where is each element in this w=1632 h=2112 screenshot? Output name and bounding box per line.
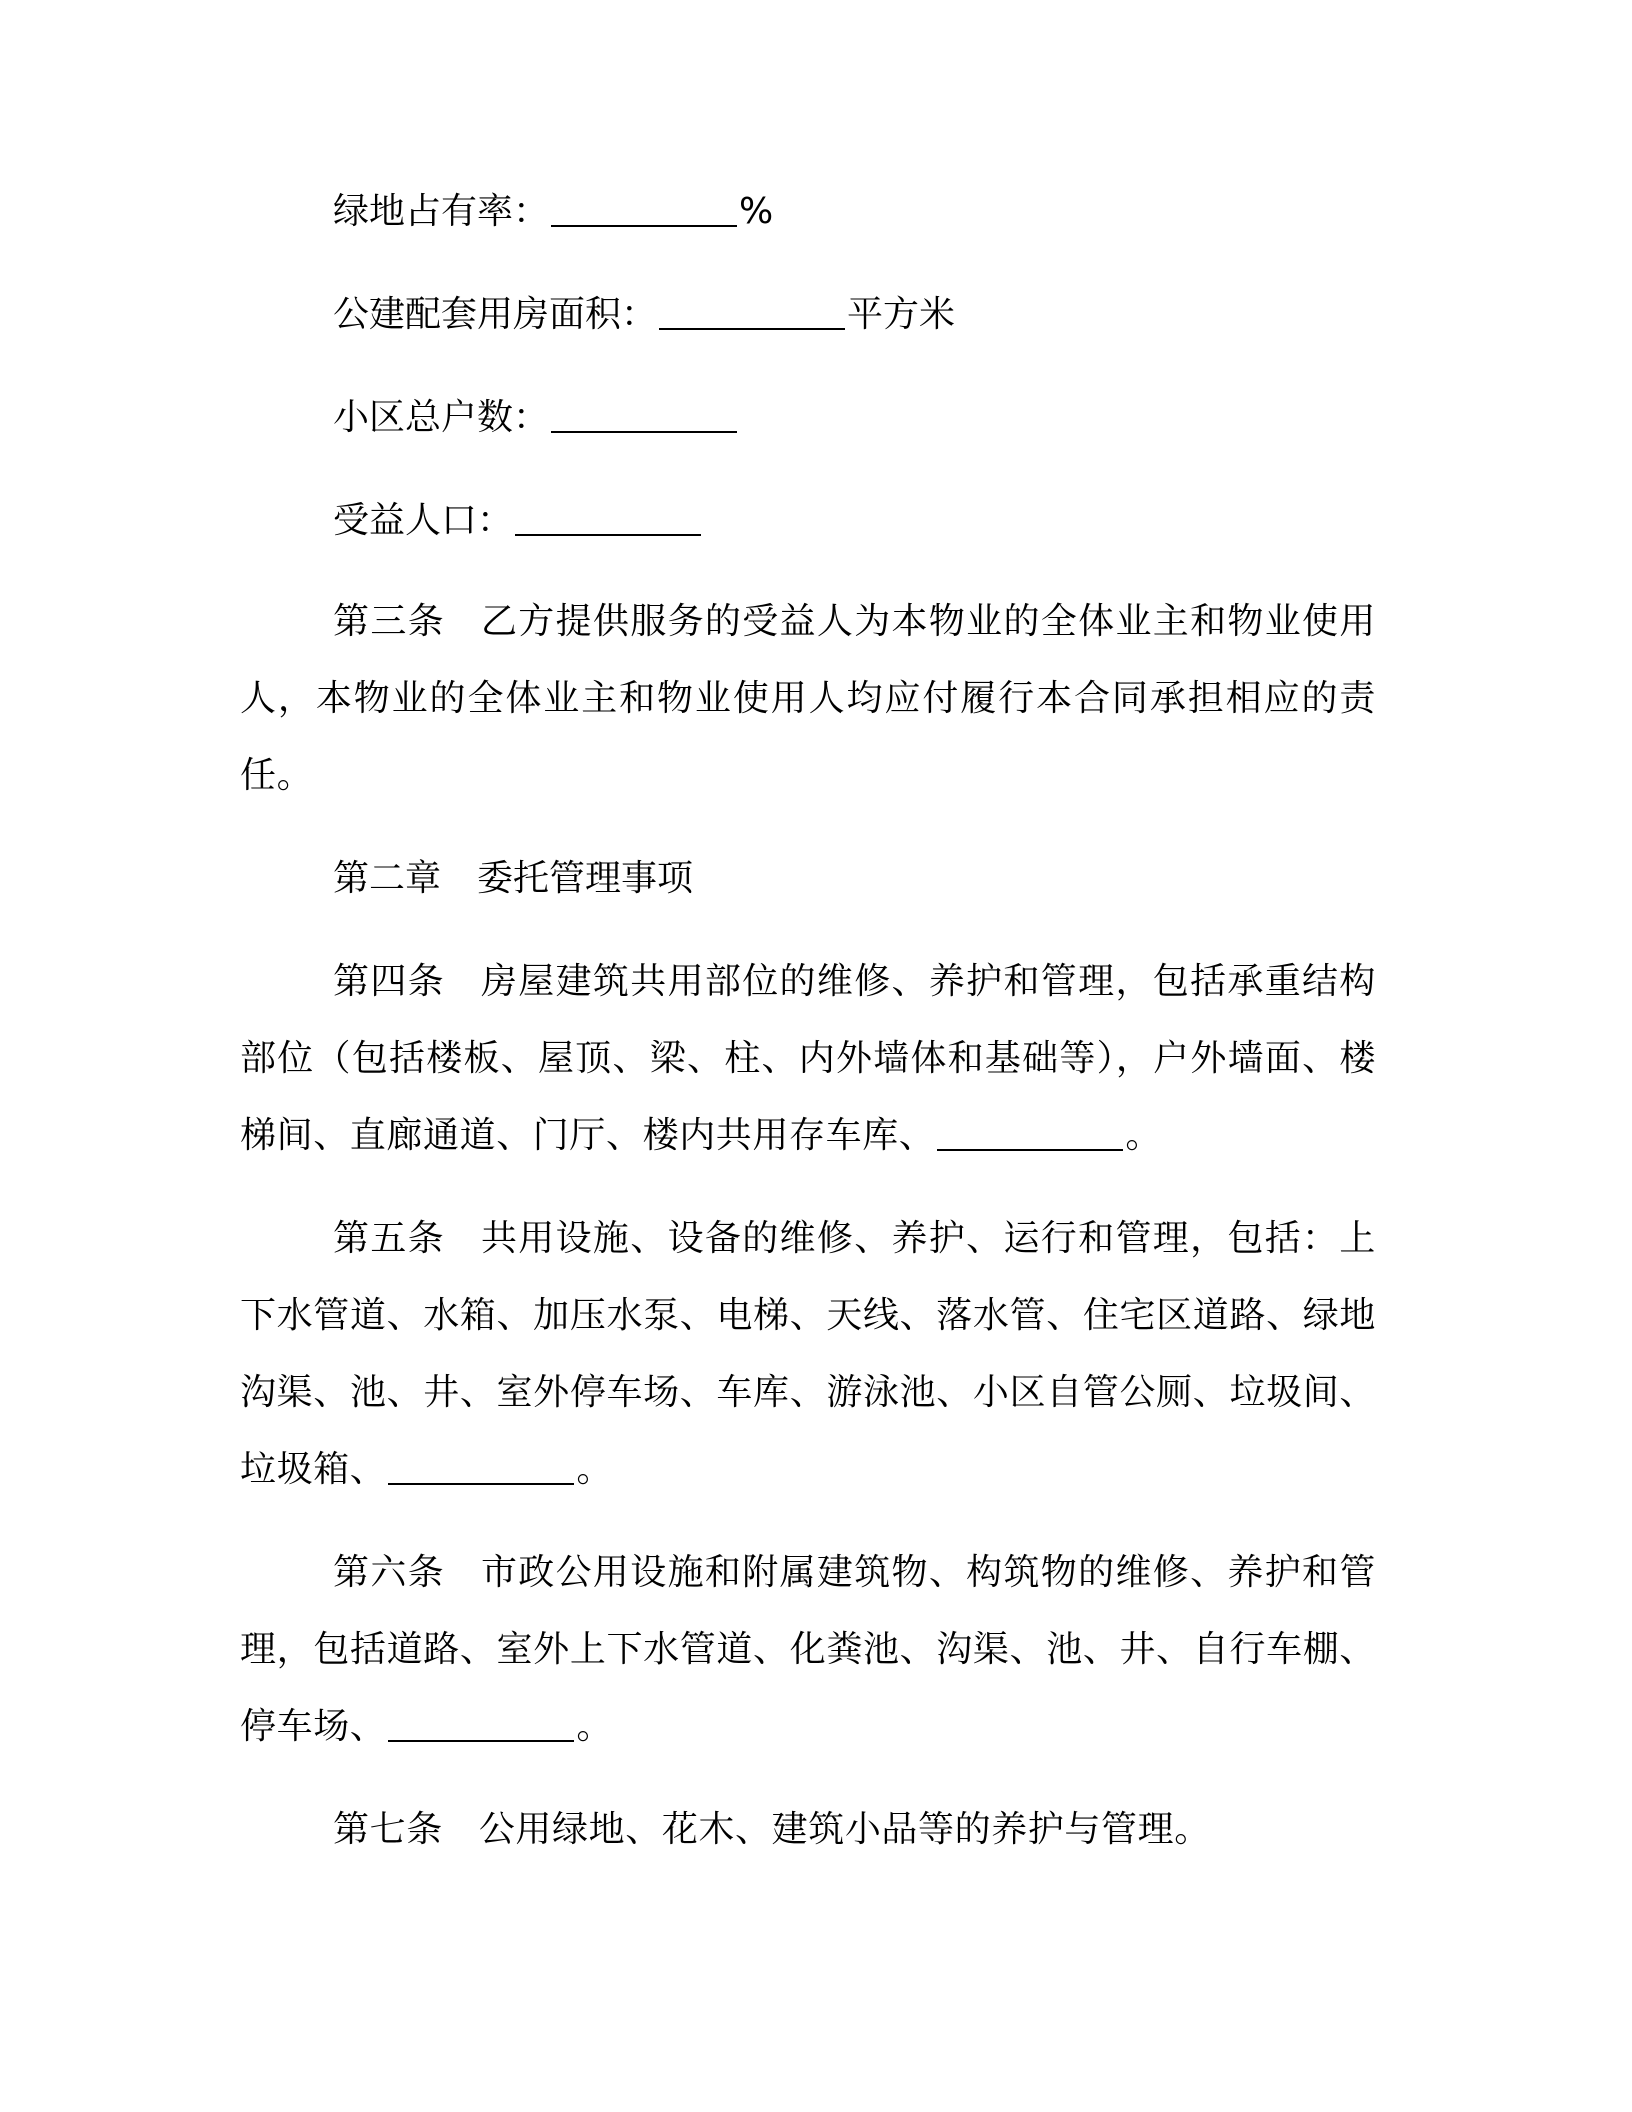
- fill-in-blank[interactable]: [515, 500, 701, 536]
- beneficiary-population-field: [240, 497, 1376, 545]
- chapter-title: 委托管理事项: [477, 858, 694, 899]
- article-3: [240, 583, 1376, 814]
- field-unit: 平方米: [847, 294, 956, 335]
- article-number: 第三条: [333, 601, 445, 642]
- article-4: [240, 943, 1376, 1174]
- article-text: 房屋建筑共用部位的维修、养护和管理，包括承重结构部位（包括楼板、屋顶、梁、柱、内外墙体和基础等），户外墙面、楼梯间、直廊通道、门厅、楼内共用存车库、: [240, 961, 1376, 1156]
- document-page: [240, 188, 1376, 1894]
- article-5: [240, 1200, 1376, 1508]
- article-number: 第六条: [333, 1552, 445, 1593]
- article-text: 乙方提供服务的受益人为本物业的全体业主和物业使用人，本物业的全体业主和物业使用人均应付履行本合同承担相应的责任。: [240, 601, 1376, 796]
- fill-in-blank[interactable]: [551, 397, 737, 433]
- fill-in-blank[interactable]: [388, 1449, 574, 1485]
- public-facility-area-field: [240, 291, 1376, 339]
- article-number: 第七条: [333, 1809, 443, 1850]
- chapter-number: 第二章: [333, 858, 442, 899]
- fill-in-blank[interactable]: [659, 294, 845, 330]
- chapter-2-heading: [240, 840, 1376, 917]
- article-7: [240, 1791, 1376, 1868]
- article-text: 共用设施、设备的维修、养护、运行和管理，包括：上下水管道、水箱、加压水泵、电梯、天线、落水管、住宅区道路、绿地沟渠、池、井、室外停车场、车库、游泳池、小区自管公厕、垃圾间、垃圾箱、: [240, 1218, 1376, 1490]
- field-label: 受益人口：: [333, 500, 514, 541]
- fill-in-blank[interactable]: [551, 191, 737, 227]
- field-label: 绿地占有率：: [333, 191, 550, 232]
- field-label: 公建配套用房面积：: [333, 294, 658, 335]
- total-households-field: [240, 394, 1376, 442]
- period: 。: [576, 1706, 614, 1747]
- article-number: 第五条: [333, 1218, 445, 1259]
- article-text: 公用绿地、花木、建筑小品等的养护与管理。: [478, 1809, 1211, 1850]
- field-unit: %: [739, 191, 774, 232]
- green-space-ratio-field: [240, 188, 1376, 236]
- article-text: 市政公用设施和附属建筑物、构筑物的维修、养护和管理，包括道路、室外上下水管道、化粪池、沟渠、池、井、自行车棚、停车场、: [240, 1552, 1376, 1747]
- fill-in-blank[interactable]: [937, 1115, 1123, 1151]
- article-number: 第四条: [333, 961, 445, 1002]
- period: 。: [1125, 1115, 1163, 1156]
- article-6: [240, 1534, 1376, 1765]
- period: 。: [576, 1449, 614, 1490]
- fill-in-blank[interactable]: [388, 1706, 574, 1742]
- field-label: 小区总户数：: [333, 397, 550, 438]
